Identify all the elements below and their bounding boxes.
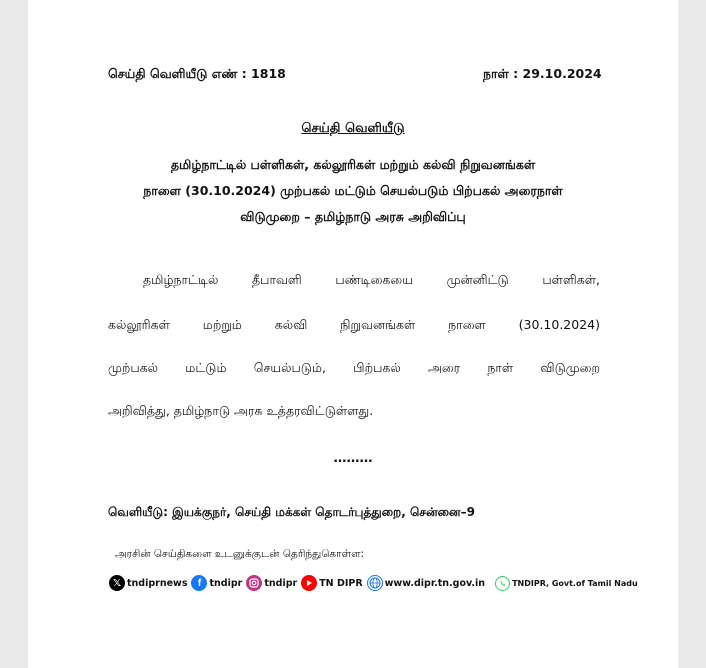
instagram-icon	[246, 575, 262, 591]
globe-icon	[367, 575, 383, 591]
subtitle-line: விடுமுறை – தமிழ்நாடு அரசு அறிவிப்பு	[240, 209, 466, 224]
separator: ………	[333, 451, 373, 466]
facebook-icon: f	[191, 575, 207, 591]
release-number: செய்தி வெளியீடு எண் : 1818	[108, 66, 286, 81]
press-release-page	[28, 0, 678, 668]
social-link-instagram[interactable]	[246, 575, 297, 591]
social-label: tndiprnews	[127, 577, 188, 589]
document-title: செய்தி வெளியீடு	[301, 121, 405, 136]
social-label: TNDIPR, Govt.of Tamil Nadu	[512, 578, 638, 588]
youtube-icon	[301, 575, 317, 591]
social-link-youtube[interactable]	[301, 575, 362, 591]
social-link-whatsapp[interactable]	[495, 576, 638, 591]
social-label: www.dipr.tn.gov.in	[384, 577, 486, 589]
social-label: tndipr	[209, 577, 243, 589]
whatsapp-icon	[495, 576, 510, 591]
social-links	[109, 575, 642, 591]
body-line: அறிவித்து, தமிழ்நாடு அரசு உத்தரவிட்டுள்ளது.	[108, 403, 374, 418]
social-link-website[interactable]	[367, 575, 485, 591]
social-label: tndipr	[264, 577, 298, 589]
x-twitter-icon: 𝕏	[109, 575, 125, 591]
social-link-x[interactable]	[109, 575, 187, 591]
social-link-facebook[interactable]	[191, 575, 242, 591]
body-line: தமிழ்நாட்டில் தீபாவளி பண்டிகையை முன்னிட்டு பள்ளிகள்,	[143, 272, 600, 287]
follow-text: அரசின் செய்திகளை உடனுக்குடன் தெரிந்துகொள்ள:	[115, 548, 365, 560]
subtitle-line: நாளை (30.10.2024) முற்பகல் மட்டும் செயல்படும் பிற்பகல் அரைநாள்	[143, 183, 563, 198]
subtitle-line: தமிழ்நாட்டில் பள்ளிகள், கல்லூரிகள் மற்றும் கல்வி நிறுவனங்கள்	[170, 157, 536, 172]
document-subtitle	[98, 152, 608, 230]
release-date: நாள் : 29.10.2024	[483, 66, 602, 81]
social-label: TN DIPR	[319, 577, 363, 589]
body-line: கல்லூரிகள் மற்றும் கல்வி நிறுவனங்கள் நாளை (30.10.2024)	[108, 317, 600, 332]
release-by: வெளியீடு: இயக்குநர், செய்தி மக்கள் தொடர்புத்துறை, சென்னை–9	[108, 505, 475, 519]
body-line: முற்பகல் மட்டும் செயல்படும், பிற்பகல் அரை நாள் விடுமுறை	[108, 360, 600, 375]
